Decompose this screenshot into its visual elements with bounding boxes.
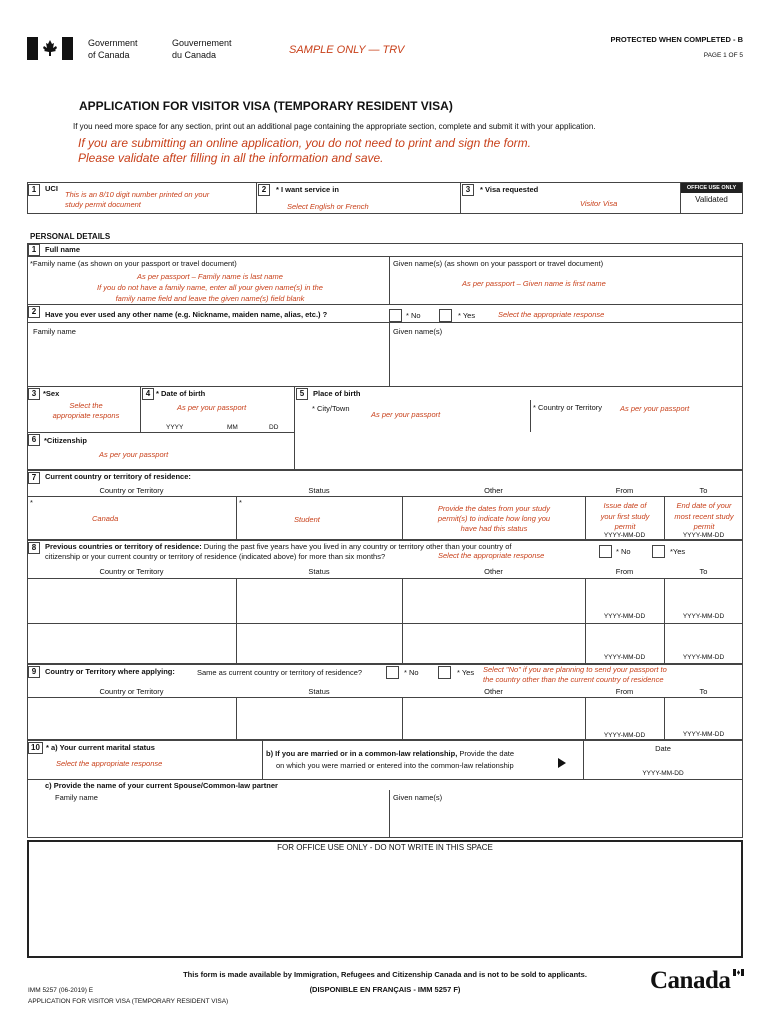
sex-label: *Sex bbox=[43, 389, 60, 398]
q8-no-checkbox[interactable] bbox=[599, 545, 612, 558]
q8-hint: Select the appropriate response bbox=[438, 551, 545, 560]
q8-header-to: To bbox=[699, 567, 708, 576]
dob-input[interactable]: As per your passport bbox=[177, 403, 247, 412]
canada-flag-icon bbox=[27, 37, 73, 60]
office-use-heading: FOR OFFICE USE ONLY - DO NOT WRITE IN THIS SPACE bbox=[277, 843, 493, 852]
uci-hint-1: This is an 8/10 digit number printed on your bbox=[65, 190, 210, 199]
marriage-date-format: YYYY-MM-DD bbox=[642, 770, 684, 777]
government-en-signature bbox=[88, 37, 138, 61]
q2-no-checkbox[interactable] bbox=[389, 309, 402, 322]
page-number: PAGE 1 OF 5 bbox=[703, 52, 743, 59]
given-name-input[interactable]: As per passport – Given name is first name bbox=[462, 279, 606, 288]
service-select[interactable]: Select English or French bbox=[287, 202, 369, 211]
q7-from-hint-3: permit bbox=[614, 522, 636, 531]
gov-en-line-1: Government bbox=[88, 38, 138, 48]
q9-same-question: Same as current country or territory of residence? bbox=[197, 668, 363, 677]
q7-to-hint-2: most recent study bbox=[674, 511, 734, 521]
q1-number: 1 bbox=[28, 244, 40, 256]
service-label: * I want service in bbox=[276, 185, 339, 194]
q6-number: 6 bbox=[28, 434, 40, 446]
online-notice-1: If you are submitting an online application, you do not need to print and sign the form. bbox=[78, 136, 531, 150]
dob-mm: MM bbox=[227, 424, 238, 431]
city-input[interactable]: As per your passport bbox=[371, 410, 441, 419]
q8-yes-label: *Yes bbox=[670, 547, 686, 556]
q9-header-other: Other bbox=[484, 687, 503, 696]
footer-note-2: (DISPONIBLE EN FRANÇAIS - IMM 5257 F) bbox=[309, 985, 461, 994]
gov-fr-line-1: Gouvernement bbox=[172, 38, 232, 48]
intro-text: If you need more space for any section, print out an additional page containing the appropriate section, complete and submit it with your application. bbox=[73, 122, 596, 131]
q7-status-select[interactable]: Student bbox=[294, 515, 320, 524]
q3-number: 3 bbox=[28, 388, 40, 400]
dob-dd: DD bbox=[269, 424, 279, 431]
q8-row1-to-format: YYYY-MM-DD bbox=[682, 613, 725, 620]
spouse-given-label: Given name(s) bbox=[393, 793, 443, 802]
q8-no-label: * No bbox=[616, 547, 631, 556]
q9-yes-label: * Yes bbox=[457, 668, 475, 677]
office-use-label: OFFICE USE ONLY bbox=[681, 183, 742, 193]
q7-from-input[interactable] bbox=[587, 501, 663, 533]
q10-number: 10 bbox=[28, 742, 43, 754]
family-name-input[interactable] bbox=[30, 271, 390, 304]
government-fr-signature bbox=[172, 37, 232, 61]
gov-en-line-2: of Canada bbox=[88, 50, 130, 60]
full-name-label: Full name bbox=[45, 245, 81, 254]
visa-number: 3 bbox=[462, 184, 474, 196]
q9-header-country: Country or Territory bbox=[99, 687, 164, 696]
spouse-family-input[interactable] bbox=[30, 804, 386, 836]
q2-yes-label: * Yes bbox=[458, 311, 476, 320]
q8-label-bold: Previous countries or territory of residence: bbox=[45, 542, 202, 551]
q7-header-country: Country or Territory bbox=[99, 486, 164, 495]
q7-header-status: Status bbox=[308, 486, 330, 495]
q7-header-to: To bbox=[699, 486, 708, 495]
q2-family-input[interactable] bbox=[30, 338, 386, 383]
q7-other-hint-2: permit(s) to indicate how long you bbox=[437, 514, 551, 523]
q9-header-status: Status bbox=[308, 687, 330, 696]
place-of-birth-label: Place of birth bbox=[313, 389, 361, 398]
q9-no-label: * No bbox=[404, 668, 419, 677]
q8-header-country: Country or Territory bbox=[99, 567, 164, 576]
q7-other-hint-3: have had this status bbox=[460, 524, 528, 533]
q9-yes-checkbox[interactable] bbox=[438, 666, 451, 679]
other-name-question: Have you ever used any other name (e.g. Nickname, maiden name, alias, etc.) ? bbox=[45, 310, 328, 319]
marriage-date-label: Date bbox=[655, 744, 671, 753]
service-number: 2 bbox=[258, 184, 270, 196]
q8-label-2: citizenship or your current country or territory of residence (indicated above) for more than six months? bbox=[45, 552, 386, 561]
marriage-date-question bbox=[266, 748, 514, 772]
q7-to-hint-3: permit bbox=[693, 522, 715, 531]
country-birth-label: * Country or Territory bbox=[533, 403, 603, 412]
personal-details-heading: PERSONAL DETAILS bbox=[30, 232, 111, 241]
q9-no-checkbox[interactable] bbox=[386, 666, 399, 679]
sex-hint-2: appropriate respons bbox=[52, 411, 120, 420]
q7-other-hint-1: Provide the dates from your study bbox=[437, 504, 551, 513]
q8-header-status: Status bbox=[308, 567, 330, 576]
q7-from-hint-2: your first study bbox=[600, 511, 650, 521]
q9-label: Country or Territory where applying: bbox=[45, 667, 175, 676]
q7-other-input[interactable] bbox=[405, 504, 583, 534]
spouse-name-label: c) Provide the name of your current Spouse/Common-law partner bbox=[45, 781, 278, 790]
sex-select[interactable] bbox=[36, 401, 136, 421]
q8-label-rest: During the past five years have you lived in any country or territory other than your country of bbox=[201, 542, 512, 551]
city-label: * City/Town bbox=[312, 404, 350, 413]
q4-number: 4 bbox=[142, 388, 154, 400]
family-hint-3: family name field and leave the given name(s) field blank bbox=[115, 294, 305, 303]
q2-hint: Select the appropriate response bbox=[498, 310, 605, 319]
q7-country-select[interactable]: Canada bbox=[92, 514, 119, 523]
q10b-line-2: on which you were married or entered into the common-law relationship bbox=[276, 761, 514, 770]
family-hint-2: If you do not have a family name, enter all your given name(s) in the bbox=[97, 283, 323, 292]
q5-number: 5 bbox=[296, 388, 308, 400]
q9-from-format: YYYY-MM-DD bbox=[603, 732, 646, 739]
q9-hint-1: Select "No" if you are planning to send your passport to bbox=[483, 665, 667, 674]
q7-to-input[interactable] bbox=[666, 501, 742, 533]
spouse-given-input[interactable] bbox=[392, 804, 740, 836]
sample-banner: SAMPLE ONLY — TRV bbox=[289, 44, 405, 56]
visa-select[interactable]: Visitor Visa bbox=[580, 199, 618, 208]
q9-header-from: From bbox=[615, 687, 634, 696]
citizenship-label: *Citizenship bbox=[44, 436, 87, 445]
q8-number: 8 bbox=[28, 542, 40, 554]
online-notice-2: Please validate after filling in all the information and save. bbox=[78, 151, 384, 165]
uci-input[interactable] bbox=[65, 190, 209, 210]
visa-label: * Visa requested bbox=[480, 185, 539, 194]
q1-uci-number: 1 bbox=[28, 184, 40, 196]
q2-number: 2 bbox=[28, 306, 40, 318]
wordmark-flag-icon bbox=[733, 969, 744, 976]
q7-number: 7 bbox=[28, 472, 40, 484]
q8-header-other: Other bbox=[484, 567, 503, 576]
sex-hint-1: Select the bbox=[69, 401, 103, 410]
uci-hint-2: study permit document bbox=[65, 200, 141, 209]
q2-no-label: * No bbox=[406, 311, 421, 320]
q9-header-to: To bbox=[699, 687, 708, 696]
q8-header-from: From bbox=[615, 567, 634, 576]
marriage-date-input[interactable] bbox=[586, 754, 741, 768]
q7-from-format: YYYY-MM-DD bbox=[603, 532, 646, 539]
q7-header-from: From bbox=[615, 486, 634, 495]
spouse-family-label: Family name bbox=[55, 793, 98, 802]
arrow-right-icon bbox=[557, 757, 567, 769]
footer-form-name: APPLICATION FOR VISITOR VISA (TEMPORARY RESIDENT VISA) bbox=[28, 998, 229, 1005]
canada-wordmark: Canada bbox=[650, 967, 731, 994]
validated-status: Validated bbox=[695, 195, 728, 204]
family-name-label: *Family name (as shown on your passport or travel document) bbox=[30, 259, 237, 268]
form-code: IMM 5257 (06-2019) E bbox=[28, 987, 94, 994]
q10b-bold: b) If you are married or in a common-law relationship, bbox=[266, 749, 458, 758]
form-title: APPLICATION FOR VISITOR VISA (TEMPORARY RESIDENT VISA) bbox=[79, 99, 453, 113]
country-birth-input[interactable]: As per your passport bbox=[620, 404, 690, 413]
given-name-label: Given name(s) (as shown on your passport or travel document) bbox=[393, 259, 604, 268]
q7-to-format: YYYY-MM-DD bbox=[682, 532, 725, 539]
q10b-rest: Provide the date bbox=[457, 749, 515, 758]
family-hint-1: As per passport – Family name is last name bbox=[137, 272, 283, 281]
q2-given-label: Given name(s) bbox=[393, 327, 443, 336]
citizenship-select[interactable]: As per your passport bbox=[99, 450, 169, 459]
q9-number: 9 bbox=[28, 666, 40, 678]
q2-family-label: Family name bbox=[33, 327, 76, 336]
dob-yyyy: YYYY bbox=[166, 424, 184, 431]
q2-yes-checkbox[interactable] bbox=[439, 309, 452, 322]
q8-row2-to-format: YYYY-MM-DD bbox=[682, 654, 725, 661]
q2-given-input[interactable] bbox=[392, 338, 740, 383]
q7-from-hint-1: Issue date of bbox=[603, 501, 647, 510]
q8-row1-from-format: YYYY-MM-DD bbox=[603, 613, 646, 620]
q7-to-hint-1: End date of your bbox=[676, 501, 732, 510]
dob-label: * Date of birth bbox=[156, 389, 206, 398]
q7-label: Current country or territory of residence: bbox=[45, 472, 191, 481]
marital-status-select[interactable]: Select the appropriate response bbox=[56, 759, 163, 768]
protected-label: PROTECTED WHEN COMPLETED - B bbox=[610, 35, 743, 44]
q9-hint-2: the country other than the current country of residence bbox=[483, 675, 664, 684]
marital-status-label: * a) Your current marital status bbox=[46, 743, 155, 752]
q9-hint bbox=[483, 665, 667, 685]
gov-fr-line-2: du Canada bbox=[172, 50, 217, 60]
uci-label: UCI bbox=[45, 184, 58, 193]
q8-row2-from-format: YYYY-MM-DD bbox=[603, 654, 646, 661]
q9-to-format: YYYY-MM-DD bbox=[682, 731, 725, 738]
office-use-box bbox=[27, 840, 743, 958]
q8-yes-checkbox[interactable] bbox=[652, 545, 665, 558]
q7-header-other: Other bbox=[484, 486, 503, 495]
footer-note-1: This form is made available by Immigration, Refugees and Citizenship Canada and is not to be sold to applicants. bbox=[183, 970, 587, 979]
